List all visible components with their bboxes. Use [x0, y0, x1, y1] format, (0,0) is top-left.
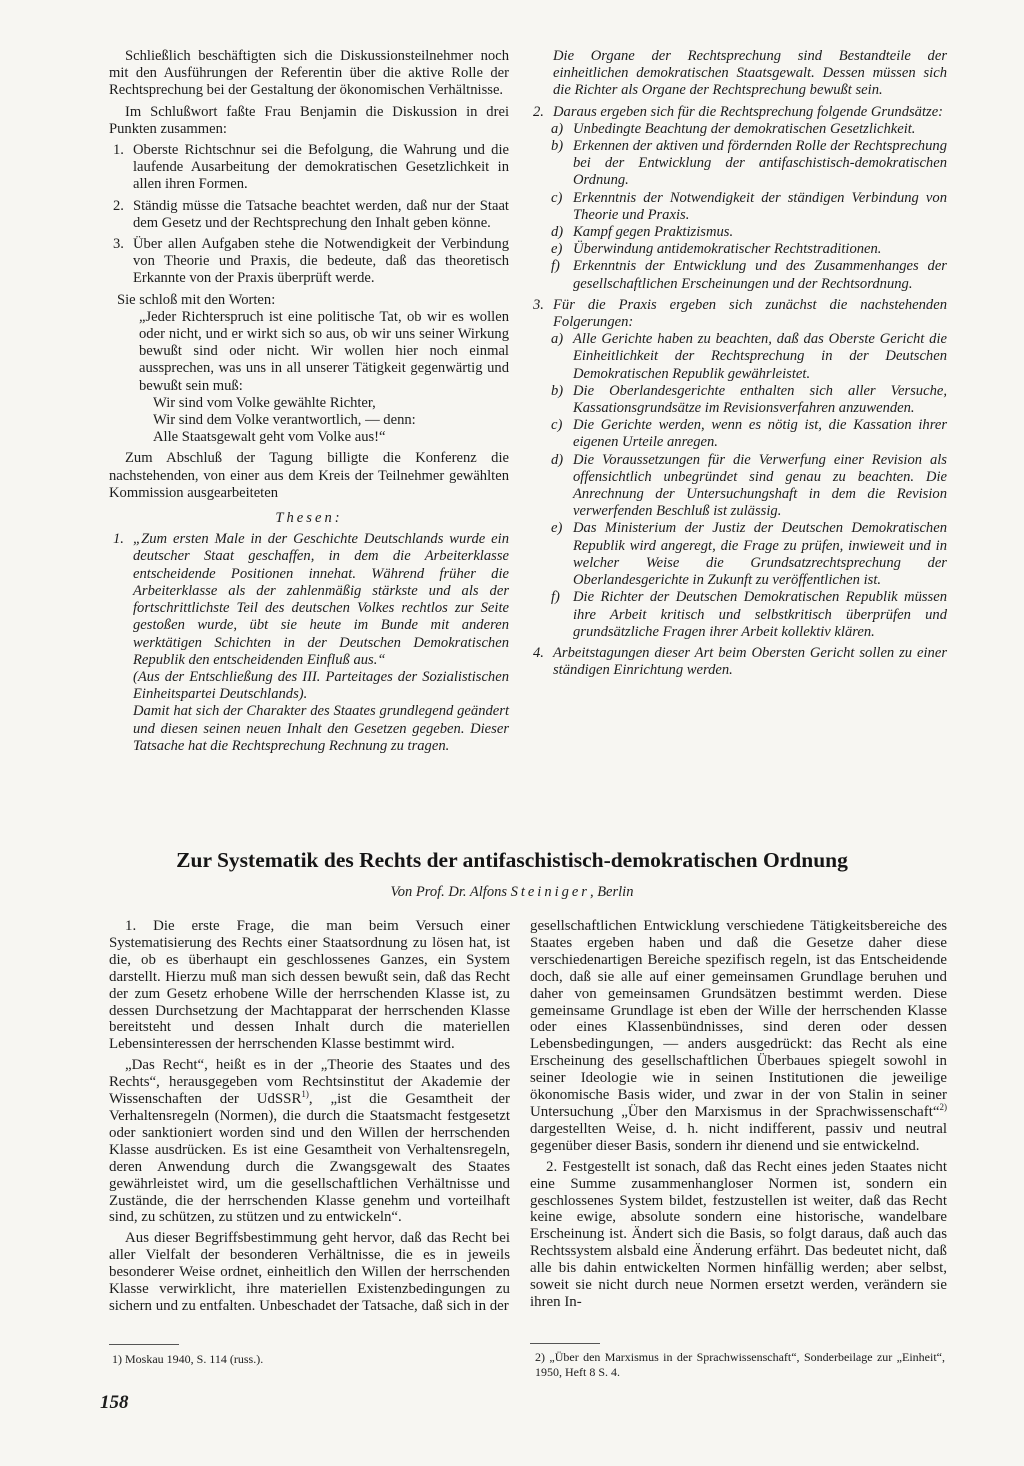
- byline-prefix: Von Prof. Dr. Alfons: [390, 884, 507, 900]
- subitem-text: Die Oberlandesgerichte enthalten sich aller Versuche, Kassationsgrundsätze im Revisionsverfahren anzuwenden.: [573, 382, 947, 417]
- subitem-letter: b): [551, 382, 564, 399]
- text-run: gesellschaftlichen Entwicklung verschiedene Tätigkeitsbereiche des Staates ergeben haben und daß die Gesetze daher diese verschiedenartigen Bereiche spezifisch regeln, ist das Entscheidende doch, daß sie alle auf einer gemeinsamen Grundlage beruhen und daher von gemeinsamen Grundsätzen bestimmt werden. Diese gemeinsame Grundlage ist eben der Wille der herrschenden Klasse oder eines Klassenbündnisses, sind deren oder dessen Lebensbedingungen, — anders ausgedrückt: das Recht als eine Erscheinung des gesellschaftlichen Überbaues spiegelt sowohl in seiner Ideologie wie in seinen Institutionen die jeweilige ökonomische Basis wider, und zwar in der von Stalin in seiner Untersuchung „Über den Marxismus in der Sprachwissenschaft“: [530, 918, 947, 1120]
- subitem-letter: e): [551, 520, 563, 537]
- subitem-text: Das Ministerium der Justiz der Deutschen Demokratischen Republik wird angeregt, die Frage zu prüfen, inwieweit und in welcher Weise die Grundsatzrechtsprechung der Oberlandesgerichte in Zukunft zu veröffentlichen ist.: [573, 520, 947, 589]
- footnote: 2) „Über den Marxismus in der Sprachwissenschaft“, Sonderbeilage zur „Einheit“, 1950, Heft 8 S. 4.: [535, 1350, 945, 1379]
- verse-line: Alle Staatsgewalt geht vom Volke aus!“: [153, 429, 386, 446]
- these-subitem: [551, 138, 947, 190]
- footnote-divider: [530, 1343, 600, 1344]
- these-item: [109, 531, 509, 669]
- these-subitem: [551, 417, 947, 451]
- verse: [109, 395, 509, 447]
- subitem-letter: f): [551, 589, 560, 606]
- paragraph: Aus dieser Begriffsbestimmung geht hervor, daß das Recht bei aller Vielfalt der besonderen Verhältnisse, die es in jeweils besonderer Weise ordnet, einheitlich den Willen der herrschenden Klasse verwirklicht, ihre materiellen Existenzbedingungen zu sichern und zu entfalten. Unbeschadet der Tatsache, daß sich in der: [109, 1230, 510, 1314]
- list-number: 3.: [113, 236, 124, 253]
- list-text: Oberste Richtschnur sei die Befolgung, die Wahrung und die laufende Ausarbeitung der demokratischen Gesetzlichkeit in allen ihren Formen.: [133, 142, 509, 193]
- these-subitem: [551, 331, 947, 383]
- these-subitem: [551, 520, 947, 589]
- these-subitem: [551, 224, 947, 241]
- subitem-text: Überwindung antidemokratischer Rechtstraditionen.: [573, 241, 882, 258]
- footnote-ref: 1): [301, 1089, 309, 1100]
- these-continuation: Die Organe der Rechtsprechung sind Bestandteile der einheitlichen demokratischen Staatsgewalt. Dessen müssen sich die Richter als Organe der Rechtsprechung bewußt sein.: [553, 48, 947, 99]
- list-item: [109, 142, 509, 194]
- article-title: Zur Systematik des Rechts der antifaschistisch-demokratischen Ordnung: [176, 848, 848, 872]
- these-number: 2.: [533, 103, 544, 120]
- subitem-text: Alle Gerichte haben zu beachten, daß das Oberste Gericht die Einheitlichkeit der Rechtsprechung in der Deutschen Demokratischen Republik gewährleistet.: [573, 331, 947, 382]
- these-subitem: [551, 190, 947, 224]
- subitem-text: Erkenntnis der Entwicklung und des Zusammenhanges der gesellschaftlichen Erscheinungen und der Rechtsordnung.: [573, 258, 947, 292]
- these-subitem: [551, 121, 947, 138]
- subitem-text: Die Gerichte werden, wenn es nötig ist, die Kassation ihrer eigenen Urteile anregen.: [573, 417, 947, 451]
- list-number: 2.: [113, 197, 124, 214]
- these-item: [529, 645, 947, 679]
- verse-line: Wir sind dem Volke verantwortlich, — denn:: [153, 412, 416, 429]
- subitem-letter: c): [551, 417, 563, 434]
- subitem-letter: c): [551, 189, 563, 206]
- list-text: Über allen Aufgaben stehe die Notwendigkeit der Verbindung von Theorie und Praxis, die bedeute, daß das theoretisch Erkannte von der Praxis überprüft werde.: [133, 236, 509, 287]
- text-run: , „ist die Gesamtheit der Verhaltensregeln (Normen), die durch die Staatsmacht festgesetzt oder sanktioniert worden sind und den Willen der herrschenden Klasse ausdrücken. Es ist eine Gesamtheit von Verhaltensregeln, deren Anwendung durch die Zwangsgewalt des Staates gewährleistet wird, um die gesellschaftlichen Verhältnisse und Zustände, die der herrschenden Klasse genehm und vorteilhaft sind, zu schützen, zu stützen und zu entwickeln“.: [109, 1091, 510, 1226]
- paragraph: Zum Abschluß der Tagung billigte die Konferenz die nachstehenden, von einer aus dem Kreis der Teilnehmer gewählten Kommission ausgearbeiteten: [109, 450, 509, 501]
- these-item: [529, 104, 947, 121]
- these-number: 1.: [113, 531, 124, 548]
- subitem-letter: b): [551, 138, 564, 155]
- subitem-letter: a): [551, 120, 564, 137]
- article-right-column: [530, 918, 947, 1311]
- paragraph: 1. Die erste Frage, die man beim Versuch einer Systematisierung des Rechts einer Staatsordnung zu lösen hat, ist die, ob es überhaupt ein geschlossenes Ganzes, ein System darstellt. Hierzu muß man sich dessen bewußt sein, daß das Recht der zum Gesetz erhobene Wille der herrschenden Klasse ist, zu dessen Durchsetzung der Machtapparat der herrschenden Klasse bereitsteht und dessen Inhalt durch die materiellen Lebensinteressen der herrschenden Klasse bestimmt wird.: [109, 918, 510, 1053]
- these-subitem: [551, 383, 947, 417]
- text-run: dargestellten Weise, d. h. nicht indifferent, passiv und neutral gegenüber dieser Basis, sondern ihr dienend und sie entwickelnd.: [530, 1120, 947, 1154]
- these-source: (Aus der Entschließung des III. Parteitages der Sozialistischen Einheitspartei Deutschlands).: [133, 668, 509, 703]
- verse-line: Wir sind vom Volke gewählte Richter,: [153, 394, 376, 411]
- subitem-letter: e): [551, 241, 563, 258]
- these-subitem: [551, 452, 947, 521]
- footnote-divider: [109, 1344, 179, 1345]
- list-item: [109, 236, 509, 288]
- text-run: „Das Recht“, heißt es in der „Theorie des Staates und des Rechts“, herausgegeben vom Rechtsinstitut der Akademie der Wissenschaften der UdSSR: [109, 1057, 510, 1108]
- article-left-column: [109, 918, 510, 1315]
- paragraph: [530, 918, 947, 1155]
- quote-intro: Sie schloß mit den Worten:: [117, 291, 276, 308]
- article-byline: [70, 884, 954, 901]
- these-text: „Zum ersten Male in der Geschichte Deutschlands wurde ein deutscher Staat geschaffen, in dem die Arbeiterklasse entscheidende Positionen innehat. Während früher die Arbeiterklasse als der zahlenmäßig stärkste und als der fortschrittlichste Teil des deutschen Volkes rechtlos zur Seite gestoßen wurde, übt sie heute im Bunde mit anderen werktätigen Schichten in der Deutschen Demokratischen Republik den entscheidenden Einfluß aus.“: [133, 531, 509, 668]
- these-subitem: [551, 241, 947, 258]
- upper-right-column: [529, 48, 947, 679]
- these-number: 3.: [533, 296, 544, 313]
- subitem-text: Unbedingte Beachtung der demokratischen Gesetzlichkeit.: [573, 120, 916, 137]
- list-item: [109, 198, 509, 232]
- subitem-text: Kampf gegen Praktizismus.: [573, 224, 734, 241]
- these-item: [529, 297, 947, 331]
- list-number: 1.: [113, 142, 124, 159]
- footnote: 1) Moskau 1940, S. 114 (russ.).: [112, 1352, 264, 1366]
- subitem-letter: d): [551, 224, 564, 241]
- these-subitem: [551, 258, 947, 292]
- these-continuation: Damit hat sich der Charakter des Staates grundlegend geändert und diesen seinen neuen Inhalt den Gesetzen gegeben. Dieser Tatsache hat die Rechtsprechung Rechnung zu tragen.: [133, 703, 509, 754]
- byline-author: Steiniger: [510, 884, 590, 900]
- these-text: Daraus ergeben sich für die Rechtsprechung folgende Grundsätze:: [553, 103, 944, 120]
- page-number: 158: [100, 1392, 129, 1413]
- these-subitem: [551, 589, 947, 641]
- subitem-text: Die Voraussetzungen für die Verwerfung einer Revision als offensichtlich unbegründet sind genau zu beachten. Die Anrechnung der Untersuchungshaft in dem die Revision verwerfenden Beschluß ist zulässig.: [573, 451, 947, 520]
- footnote-ref: 2): [939, 1102, 947, 1112]
- these-text: Arbeitstagungen dieser Art beim Obersten Gericht sollen zu einer ständigen Einrichtung werden.: [553, 644, 947, 679]
- paragraph: Im Schlußwort faßte Frau Benjamin die Diskussion in drei Punkten zusammen:: [109, 103, 509, 137]
- thesen-heading: Thesen:: [275, 510, 343, 527]
- subitem-text: Erkenntnis der Notwendigkeit der ständigen Verbindung von Theorie und Praxis.: [573, 189, 947, 223]
- list-text: Ständig müsse die Tatsache beachtet werden, daß nur der Staat dem Gesetz und der Rechtsprechung den Inhalt geben könne.: [133, 197, 509, 231]
- subitem-text: Erkennen der aktiven und fördernden Rolle der Rechtsprechung bei der Entwicklung der antifaschistisch-demokratischen Ordnung.: [573, 138, 947, 189]
- subitem-letter: f): [551, 258, 560, 275]
- subitem-letter: d): [551, 451, 564, 468]
- paragraph: [109, 1057, 510, 1226]
- quote: „Jeder Richterspruch ist eine politische Tat, ob wir es wollen oder nicht, und er wirkt sich so aus, ob wir uns seiner Wirkung bewußt sind oder nicht. Wir wollen hier noch einmal aussprechen, was uns in all unserer Tätigkeit gegenwärtig und bewußt sein muß:: [139, 308, 509, 394]
- subitem-letter: a): [551, 331, 564, 348]
- paragraph: Schließlich beschäftigten sich die Diskussionsteilnehmer noch mit den Ausführungen der Referentin über die aktive Rolle der Rechtsprechung bei der Gestaltung der ökonomischen Verhältnisse.: [109, 48, 509, 99]
- byline-suffix: , Berlin: [589, 884, 634, 900]
- paragraph: 2. Festgestellt ist sonach, daß das Recht eines jeden Staates nicht eine Summe zusammenhangloser Normen ist, sondern ein geschlossenes System bildet, festzustellen ist weiter, daß das Recht keine ewige, absolute sondern eine historische, wandelbare Erscheinung ist. Ändert sich die Basis, so folgt daraus, daß auch das Rechtssystem alsbald eine Änderung erfährt. Das bedeutet nicht, daß alle bis dahin entwickelten Normen hinfällig werden; aber selbst, soweit sie nicht durch neue Normen ersetzt werden, verändern sie ihren In-: [530, 1158, 947, 1310]
- these-text: Für die Praxis ergeben sich zunächst die nachstehenden Folgerungen:: [553, 296, 947, 331]
- these-number: 4.: [533, 644, 544, 661]
- subitem-text: Die Richter der Deutschen Demokratischen Republik müssen ihre Arbeit kritisch und selbstkritisch überprüfen und grundsätzliche Fragen ihrer Arbeit kollektiv klären.: [573, 589, 947, 640]
- upper-left-column: [109, 48, 509, 755]
